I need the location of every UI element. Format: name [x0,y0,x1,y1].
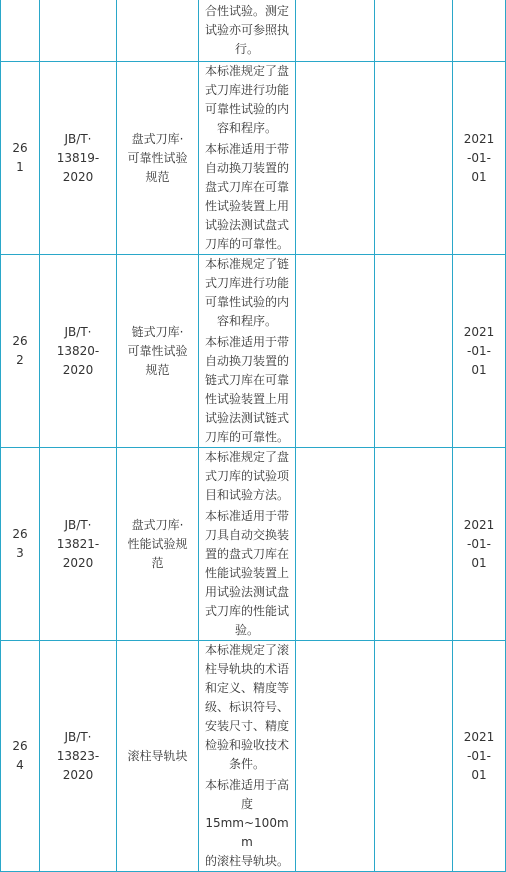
desc-line: 试验法测试盘式 [204,218,289,232]
cell-empty [375,255,453,448]
desc-line: 用试验法测试盘 [204,585,289,599]
desc-line: 验。 [234,623,259,637]
no-line: 3 [16,546,24,560]
cell-no [1,255,40,448]
cell-no [1,62,40,255]
cell-code [40,448,117,641]
table-row [1,448,506,641]
cell-name [117,448,199,641]
desc-line: 15mm~100mm [205,816,289,849]
date-line: 2021 [463,131,495,146]
cell-empty [296,62,375,255]
date-line: -01- [467,536,491,551]
cell-empty [296,448,375,641]
name-line: 规范 [145,362,170,377]
cell-code [40,255,117,448]
cell-empty [296,641,375,872]
cell-code [40,641,117,872]
desc-line: 条件。 [228,757,265,771]
name-line: 可靠性试验 [127,343,188,358]
cell-date [453,62,506,255]
code-line: 2020 [62,767,94,782]
code-line: 13819- [56,150,100,165]
desc-line: 容和程序。 [216,314,277,328]
desc-line: 柱导轨块的术语 [204,662,289,676]
desc-line: 本标准规定了盘 [204,64,289,78]
date-line: 01 [471,555,487,570]
date-line: -01- [467,150,491,165]
cell-description [199,62,296,255]
desc-line: 的滚柱导轨块。 [204,854,289,868]
cell-no [1,448,40,641]
cell-description [199,0,296,62]
cell-name [117,641,199,872]
code-line: 13820- [56,343,100,358]
cell-empty [375,641,453,872]
no-line: 26 [12,334,28,348]
table-row-top-partial [1,0,506,62]
desc-line: 级、标识符号、 [204,700,289,714]
desc-line: 本标准规定了链 [204,257,289,271]
cell-name [117,255,199,448]
date-line: -01- [467,343,491,358]
desc-line: 刀库的可靠性。 [204,237,289,251]
name-line: 滚柱导轨块 [127,748,188,763]
desc-line: 刀库的可靠性。 [204,430,289,444]
desc-line: 目和试验方法。 [204,488,289,502]
cell-empty [296,255,375,448]
desc-line: 本标准适用于带 [204,509,289,523]
no-line: 26 [12,739,28,753]
date-line: 01 [471,767,487,782]
name-line: 范 [151,555,164,570]
desc-line: 容和程序。 [216,121,277,135]
desc-line: 合性试验。测定 [204,4,289,18]
desc-line: 置的盘式刀库在 [204,547,289,561]
code-line: 13821- [56,536,100,551]
cell-date [453,448,506,641]
desc-line: 本标准规定了滚 [204,643,289,657]
cell-empty [375,62,453,255]
table-row [1,641,506,872]
desc-line: 性试验装置上用 [204,199,289,213]
table-row [1,62,506,255]
no-line: 1 [16,160,24,174]
no-line: 2 [16,353,24,367]
name-line: 盘式刀库· [131,131,184,146]
table-row [1,255,506,448]
cell-code [40,0,117,62]
code-line: JB/T· [64,517,92,532]
desc-line: 本标准适用于带 [204,142,289,156]
desc-line: 可靠性试验的内 [204,295,289,309]
desc-line: 度 [240,797,253,811]
cell-description [199,255,296,448]
code-line: 13823- [56,748,100,763]
desc-line: 式刀库的试验项 [204,469,289,483]
code-line: JB/T· [64,729,92,744]
code-line: JB/T· [64,324,92,339]
date-line: 2021 [463,324,495,339]
desc-line: 本标准适用于高 [204,778,289,792]
cell-empty [375,0,453,62]
date-line: 2021 [463,729,495,744]
desc-line: 式刀库进行功能 [204,83,289,97]
cell-date [453,0,506,62]
cell-empty [296,0,375,62]
name-line: 性能试验规 [127,536,188,551]
desc-line: 盘式刀库在可靠 [204,180,289,194]
cell-date [453,255,506,448]
date-line: 01 [471,169,487,184]
name-line: 可靠性试验 [127,150,188,165]
desc-line: 性试验装置上用 [204,392,289,406]
date-line: 01 [471,362,487,377]
code-line: 2020 [62,169,94,184]
cell-description [199,448,296,641]
desc-line: 行。 [234,42,259,56]
code-line: JB/T· [64,131,92,146]
no-line: 26 [12,527,28,541]
name-line: 链式刀库· [131,324,184,339]
desc-line: 和定义、精度等 [204,681,289,695]
desc-line: 本标准规定了盘 [204,450,289,464]
cell-empty [375,448,453,641]
cell-name [117,62,199,255]
cell-code [40,62,117,255]
date-line: 2021 [463,517,495,532]
desc-line: 安装尺寸、精度 [204,719,289,733]
code-line: 2020 [62,555,94,570]
name-line: 规范 [145,169,170,184]
desc-line: 自动换刀装置的 [204,354,289,368]
no-line: 4 [16,758,24,772]
code-line: 2020 [62,362,94,377]
cell-no [1,641,40,872]
date-line: -01- [467,748,491,763]
cell-no [1,0,40,62]
name-line: 盘式刀库· [131,517,184,532]
desc-line: 链式刀库在可靠 [204,373,289,387]
cell-name [117,0,199,62]
no-line: 26 [12,141,28,155]
desc-line: 自动换刀装置的 [204,161,289,175]
desc-line: 性能试验装置上 [204,566,289,580]
cell-date [453,641,506,872]
desc-line: 试验亦可参照执 [204,23,289,37]
cell-description [199,641,296,872]
desc-line: 可靠性试验的内 [204,102,289,116]
desc-line: 式刀库进行功能 [204,276,289,290]
desc-line: 刀具自动交换装 [204,528,289,542]
desc-line: 式刀库的性能试 [204,604,289,618]
desc-line: 检验和验收技术 [204,738,289,752]
desc-line: 本标准适用于带 [204,335,289,349]
desc-line: 试验法测试链式 [204,411,289,425]
